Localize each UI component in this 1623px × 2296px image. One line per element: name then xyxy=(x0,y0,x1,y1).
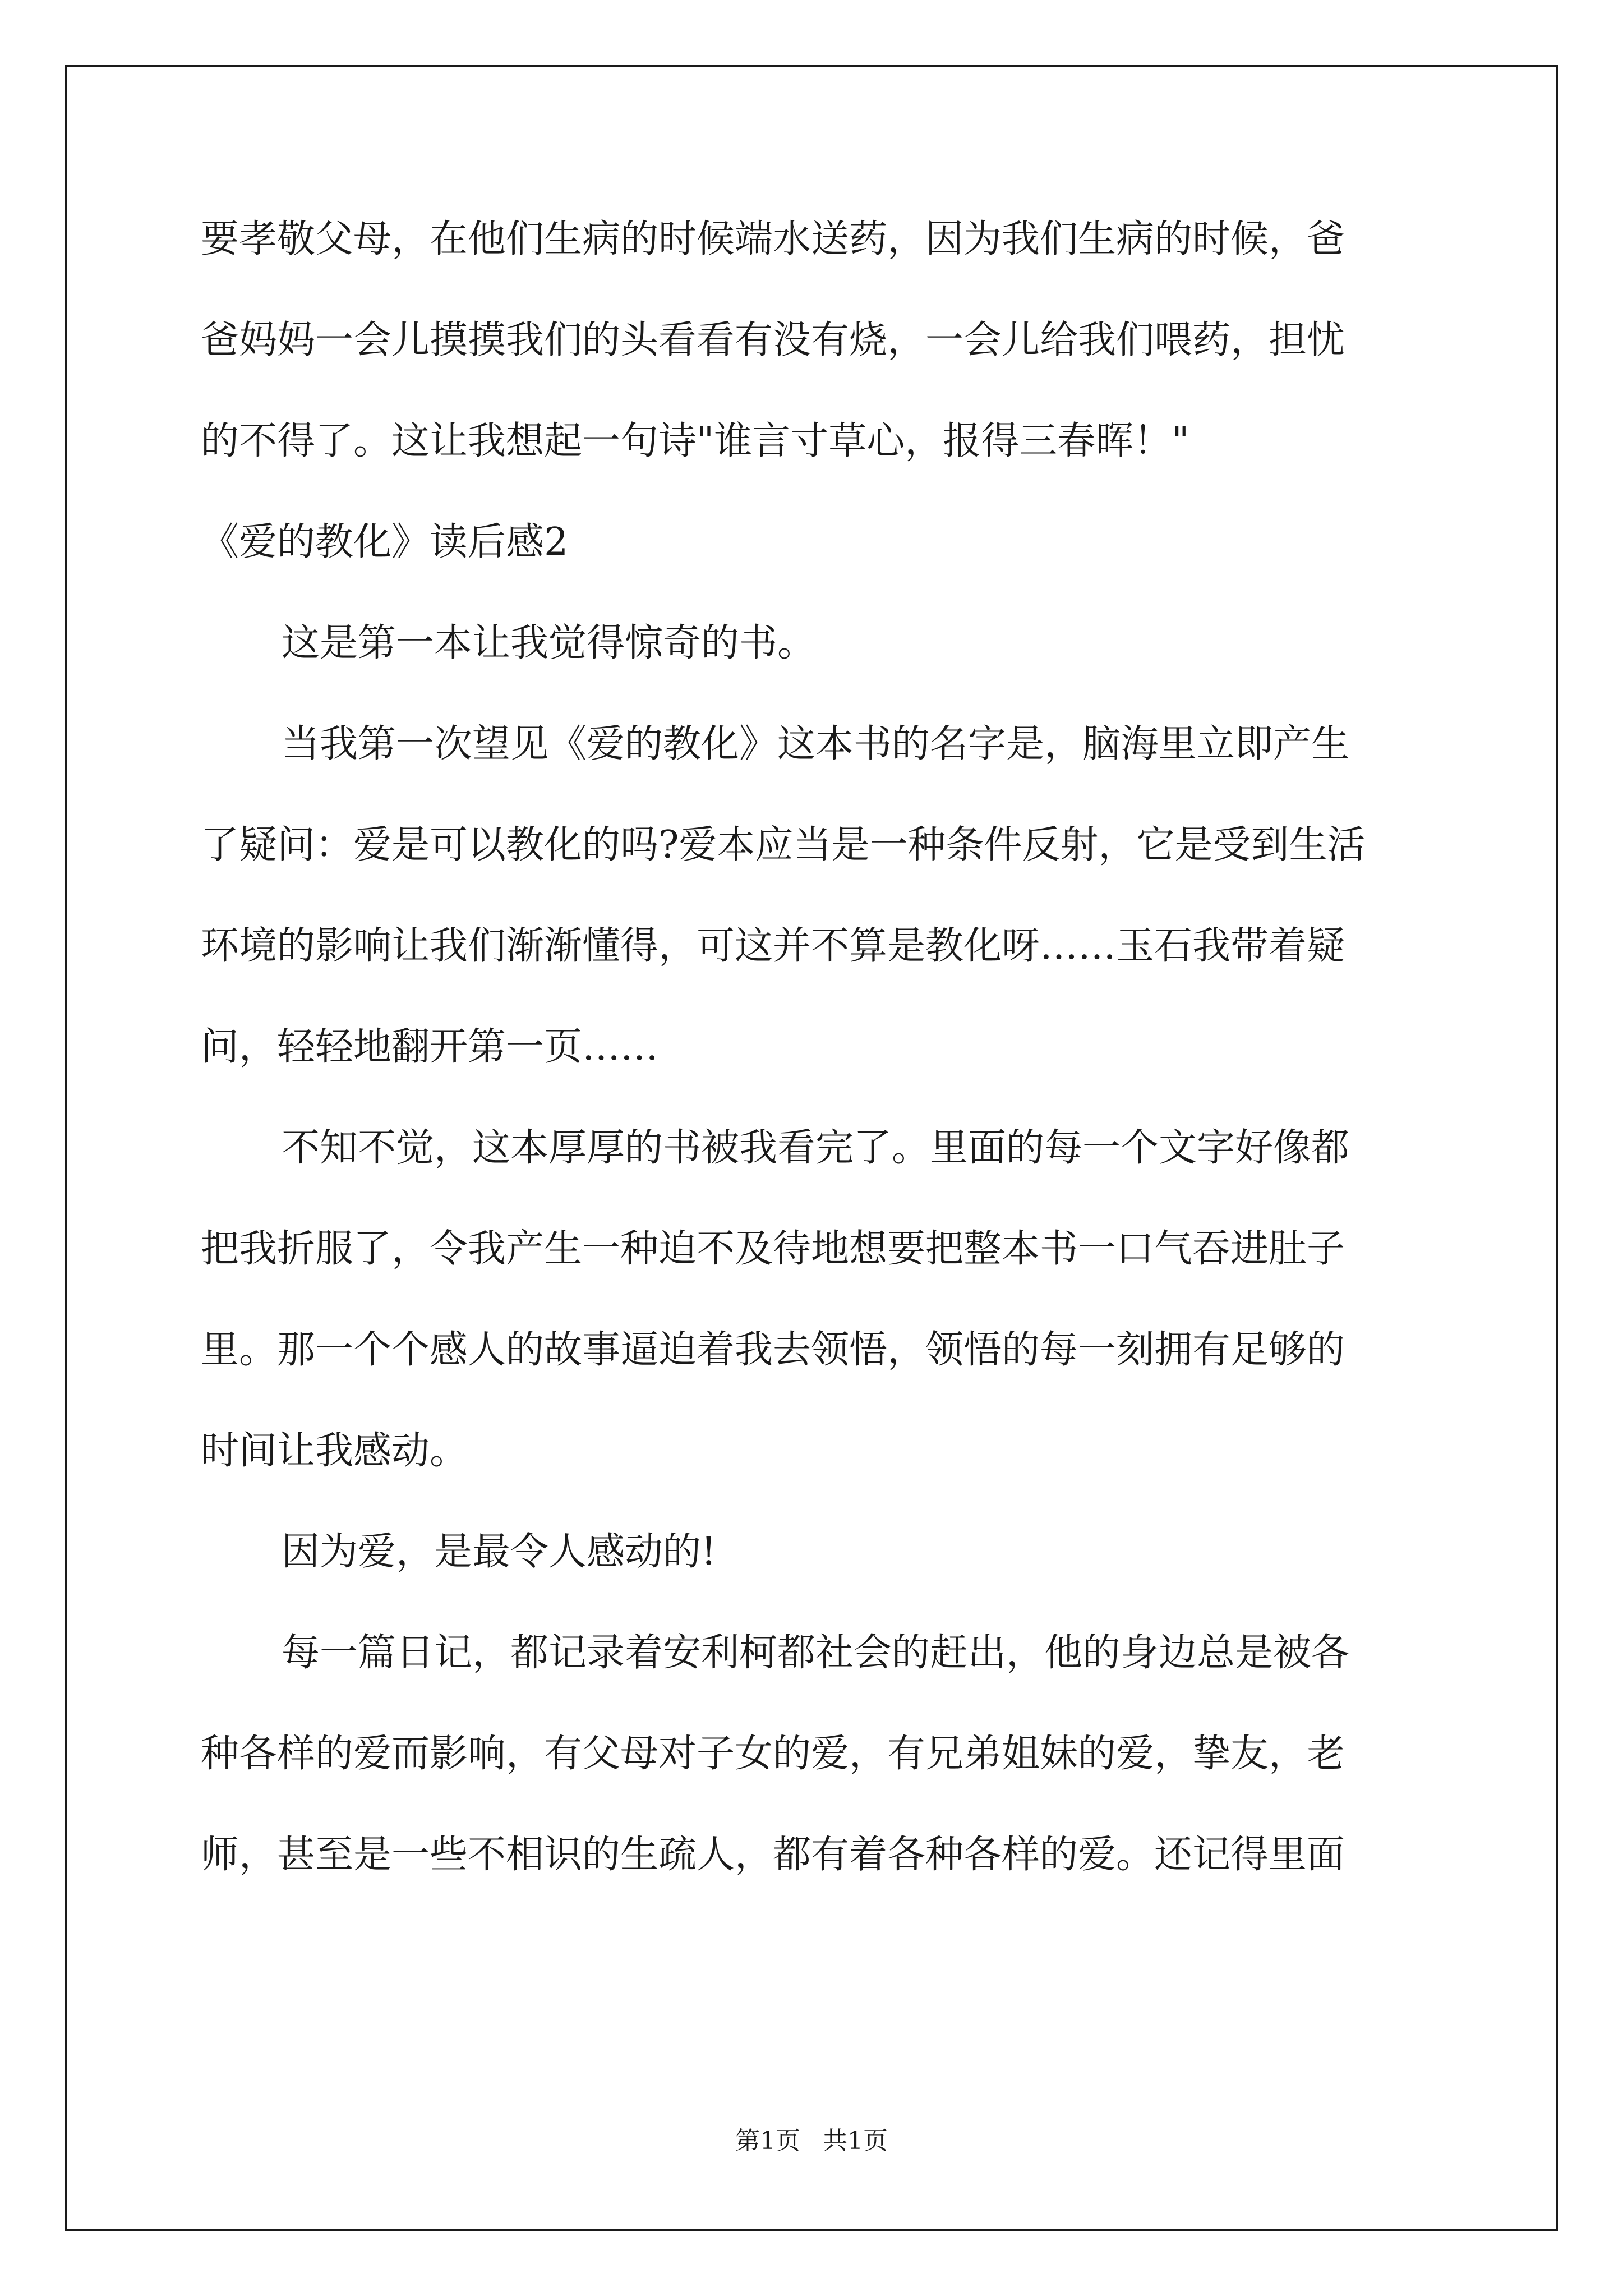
paragraph-line: 环境的影响让我们渐渐懂得，可这并不算是教化呀……玉石我带着疑 xyxy=(201,924,1345,968)
paragraph-line: 每一篇日记，都记录着安利柯都社会的赶出，他的身边总是被各 xyxy=(282,1631,1350,1675)
paragraph-line: 爸妈妈一会儿摸摸我们的头看看有没有烧，一会儿给我们喂药，担忧 xyxy=(201,318,1345,362)
section-heading: 《爱的教化》读后感2 xyxy=(201,520,569,564)
paragraph-line: 师，甚至是一些不相识的生疏人，都有着各种各样的爱。还记得里面 xyxy=(201,1833,1345,1877)
paragraph-line: 种各样的爱而影响，有父母对子女的爱，有兄弟姐妹的爱，挚友，老 xyxy=(201,1732,1345,1776)
page-total: 共1页 xyxy=(823,2127,888,2155)
paragraph-line: 这是第一本让我觉得惊奇的书。 xyxy=(282,621,816,665)
paragraph-line: 问，轻轻地翻开第一页…… xyxy=(201,1025,659,1069)
paragraph-line: 不知不觉，这本厚厚的书被我看完了。里面的每一个文字好像都 xyxy=(282,1126,1350,1170)
paragraph-line: 时间让我感动。 xyxy=(201,1429,468,1473)
paragraph-line: 要孝敬父母，在他们生病的时候端水送药，因为我们生病的时候，爸 xyxy=(201,217,1345,261)
paragraph-line: 把我折服了，令我产生一种迫不及待地想要把整本书一口气吞进肚子 xyxy=(201,1227,1345,1271)
paragraph-line: 因为爱，是最令人感动的! xyxy=(282,1530,717,1574)
paragraph-line: 了疑问：爱是可以教化的吗?爱本应当是一种条件反射，它是受到生活 xyxy=(201,823,1366,867)
page-number: 第1页 xyxy=(735,2127,800,2155)
paragraph-line: 当我第一次望见《爱的教化》这本书的名字是，脑海里立即产生 xyxy=(282,722,1350,766)
paragraph-line: 里。那一个个感人的故事逼迫着我去领悟，领悟的每一刻拥有足够的 xyxy=(201,1328,1345,1372)
page-footer xyxy=(0,2120,1623,2156)
paragraph-line: 的不得了。这让我想起一句诗"谁言寸草心，报得三春晖！" xyxy=(201,419,1189,463)
